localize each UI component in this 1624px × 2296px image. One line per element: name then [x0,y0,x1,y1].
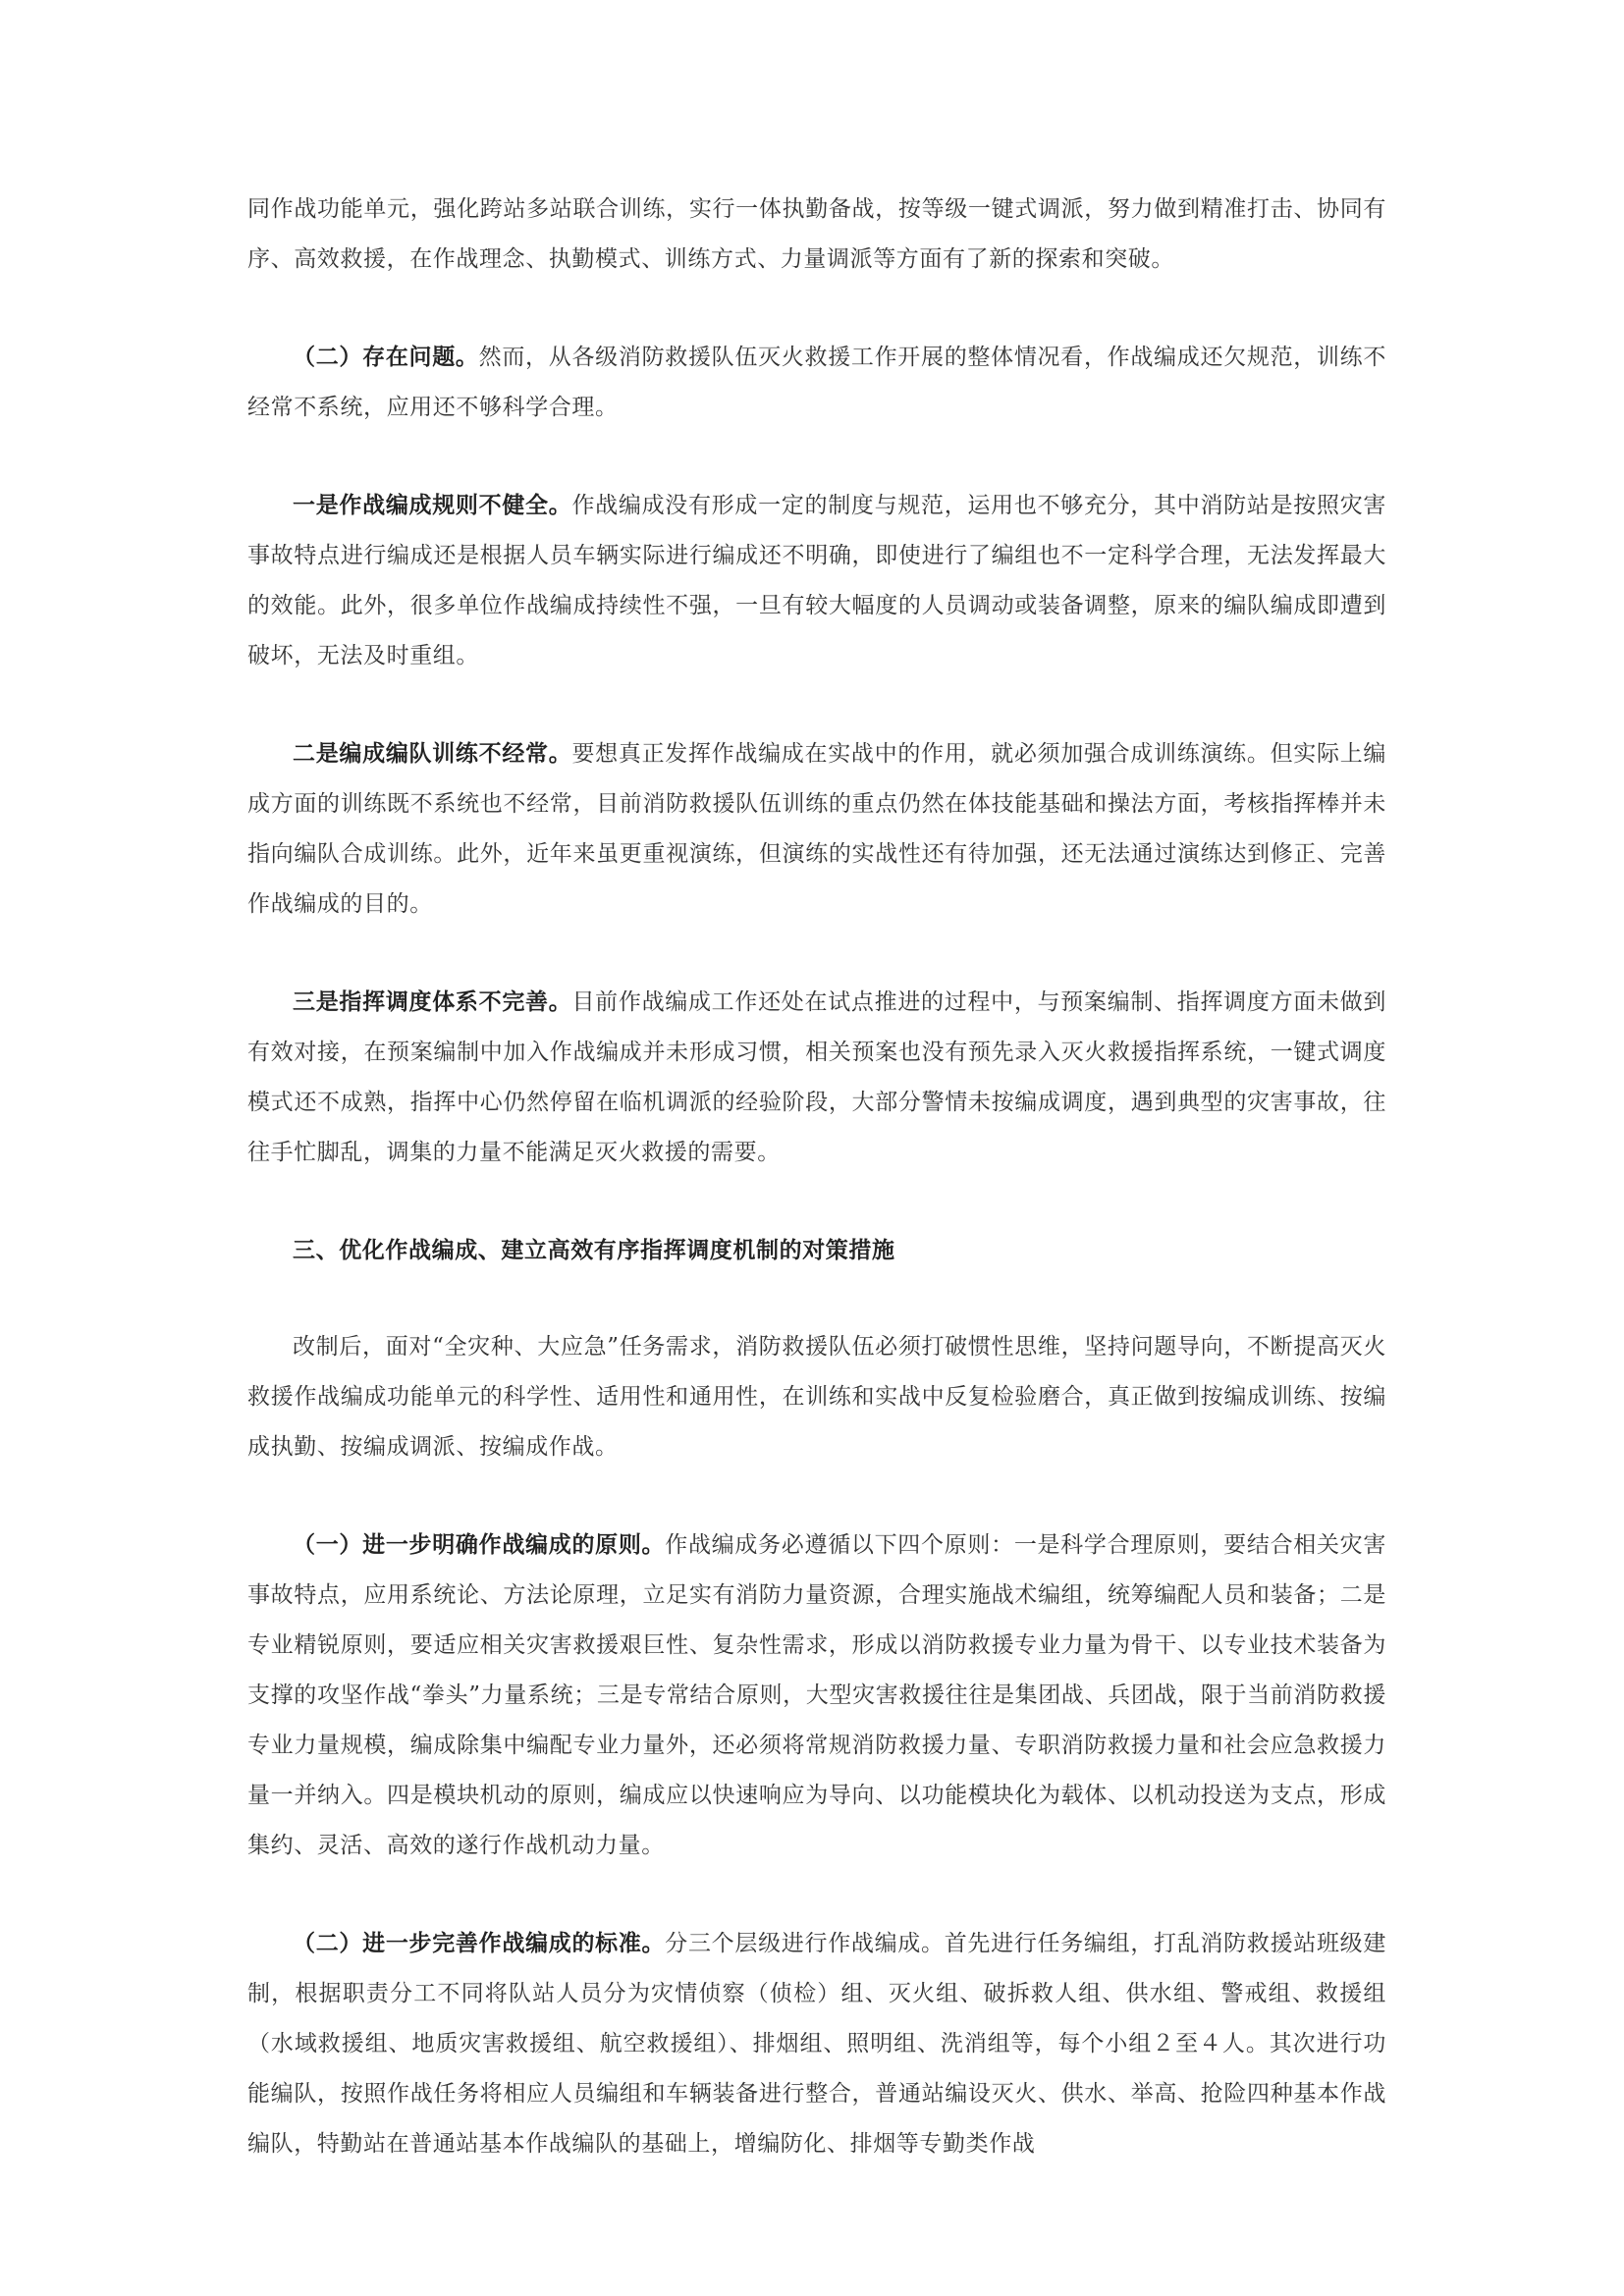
paragraph-text: 分三个层级进行作战编成。首先进行任务编组，打乱消防救援站班级建制，根据职责分工不同将队站人员分为灾情侦察（侦检）组、灭火组、破拆救人组、供水组、警戒组、救援组（水域救援组、地质灾害救援组、航空救援组）、排烟组、照明组、洗消组等，每个小组２至４人。其次进行功能编队，按照作战任务将相应人员编组和车辆装备进行整合，普通站编设灭火、供水、举高、抢险四种基本作战编队，特勤站在普通站基本作战编队的基础上，增编防化、排烟等专勤类作战 [247,1931,1386,2157]
paragraph-measure-1 [247,1520,1386,1871]
paragraph-lead: （二）存在问题。 [293,344,479,370]
paragraph-text: 目前作战编成工作还处在试点推进的过程中，与预案编制、指挥调度方面未做到有效对接，在预案编制中加入作战编成并未形成习惯，相关预案也没有预先录入灭火救援指挥系统，一键式调度模式还不成熟，指挥中心仍然停留在临机调派的经验阶段，大部分警情未按编成调度，遇到典型的灾害事故，往往手忙脚乱，调集的力量不能满足灭火救援的需要。 [247,989,1386,1165]
paragraph-section-3-intro: 改制后，面对“全灾种、大应急”任务需求，消防救援队伍必须打破惯性思维，坚持问题导向，不断提高灭火救援作战编成功能单元的科学性、适用性和通用性，在训练和实战中反复检验磨合，真正做到按编成训练、按编成执勤、按编成调派、按编成作战。 [247,1334,1386,1460]
paragraph-text: 作战编成没有形成一定的制度与规范，运用也不够充分，其中消防站是按照灾害事故特点进行编成还是根据人员车辆实际进行编成还不明确，即使进行了编组也不一定科学合理，无法发挥最大的效能。此外，很多单位作战编成持续性不强，一旦有较大幅度的人员调动或装备调整，原来的编队编成即遭到破坏，无法及时重组。 [247,493,1386,668]
paragraph-problem-3 [247,977,1386,1178]
paragraph-problem-1 [247,480,1386,681]
paragraph-intro-continuation: 同作战功能单元，强化跨站多站联合训练，实行一体执勤备战，按等级一键式调派，努力做到精准打击、协同有序、高效救援，在作战理念、执勤模式、训练方式、力量调派等方面有了新的探索和突破。 [247,196,1386,272]
section-3-heading: 三、优化作战编成、建立高效有序指挥调度机制的对策措施 [293,1237,895,1263]
paragraph-lead: 二是编成编队训练不经常。 [293,740,572,767]
paragraph-lead: （一）进一步明确作战编成的原则。 [293,1531,666,1558]
paragraph-text: 要想真正发挥作战编成在实战中的作用，就必须加强合成训练演练。但实际上编成方面的训练既不系统也不经常，目前消防救援队伍训练的重点仍然在体技能基础和操法方面，考核指挥棒并未指向编队合成训练。此外，近年来虽更重视演练，但演练的实战性还有待加强，还无法通过演练达到修正、完善作战编成的目的。 [247,741,1386,917]
paragraph-existing-problems [247,332,1386,433]
paragraph-lead: 一是作战编成规则不健全。 [293,492,572,518]
paragraph-text: 然而，从各级消防救援队伍灭火救援工作开展的整体情况看，作战编成还欠规范，训练不经常不系统，应用还不够科学合理。 [247,345,1386,420]
paragraph-problem-2 [247,728,1386,930]
document-body [247,185,1386,2216]
paragraph-lead: 三是指挥调度体系不完善。 [293,988,572,1015]
paragraph-text: 作战编成务必遵循以下四个原则：一是科学合理原则，要结合相关灾害事故特点，应用系统论、方法论原理，立足实有消防力量资源，合理实施战术编组，统筹编配人员和装备；二是专业精锐原则，要适应相关灾害救援艰巨性、复杂性需求，形成以消防救援专业力量为骨干、以专业技术装备为支撑的攻坚作战“拳头”力量系统；三是专常结合原则，大型灾害救援往往是集团战、兵团战，限于当前消防救援专业力量规模，编成除集中编配专业力量外，还必须将常规消防救援力量、专职消防救援力量和社会应急救援力量一并纳入。四是模块机动的原则，编成应以快速响应为导向、以功能模块化为载体、以机动投送为支点，形成集约、灵活、高效的遂行作战机动力量。 [247,1532,1386,1858]
paragraph-lead: （二）进一步完善作战编成的标准。 [293,1930,666,1956]
paragraph-measure-2 [247,1918,1386,2169]
